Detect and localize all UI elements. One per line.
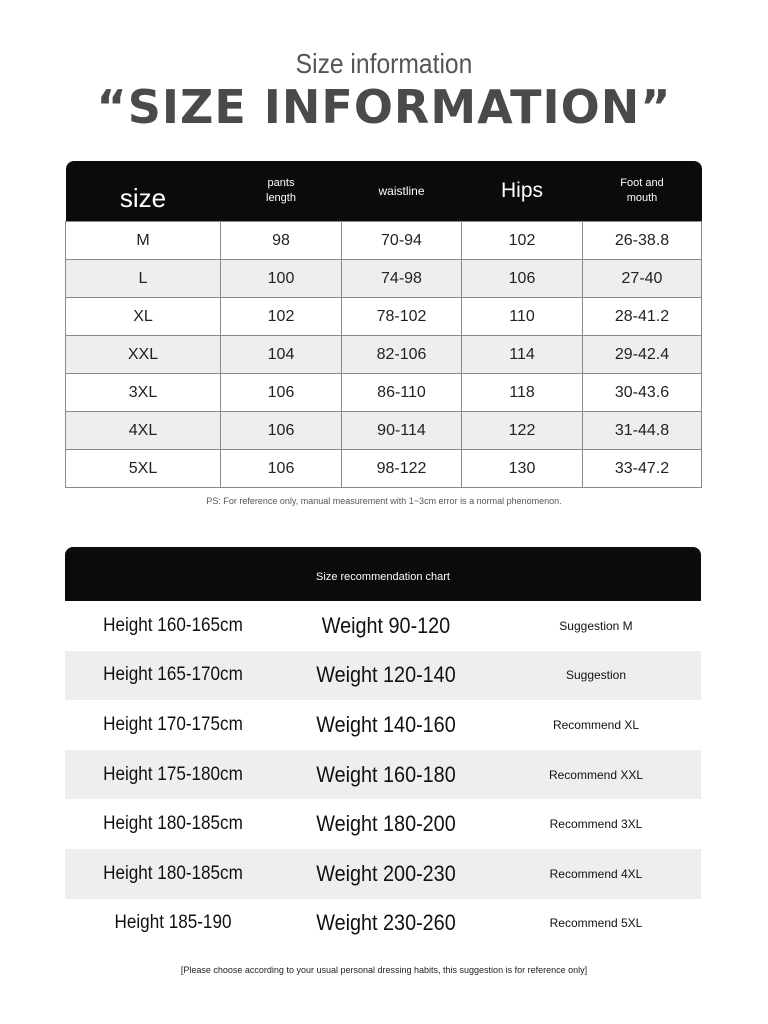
column-header-foot-mouth (583, 161, 702, 222)
table-cell: 102 (462, 222, 583, 260)
table-cell: 106 (221, 412, 342, 450)
size-table (65, 161, 702, 488)
weight-range: Weight 180-200 (316, 811, 456, 837)
table-cell: 26-38.8 (583, 222, 702, 260)
column-header-pants-length (221, 161, 342, 222)
size-suggestion: Recommend XXL (548, 767, 644, 782)
table-cell: 31-44.8 (583, 412, 702, 450)
recommendation-row (65, 899, 701, 949)
size-suggestion: Suggestion M (559, 618, 633, 633)
height-range: Height 180-185cm (103, 813, 243, 835)
table-cell: 28-41.2 (583, 298, 702, 336)
table-cell: 70-94 (342, 222, 462, 260)
table-row (66, 222, 702, 260)
table-cell: 122 (462, 412, 583, 450)
size-suggestion: Recommend 5XL (549, 916, 643, 931)
column-header-pants-length-text: pants length (266, 177, 296, 204)
recommendation-row (65, 849, 701, 899)
table-cell: 100 (221, 260, 342, 298)
column-header-foot-mouth-text: Foot and mouth (620, 177, 664, 204)
table-cell: 33-47.2 (583, 450, 702, 488)
table-row (66, 374, 702, 412)
height-range: Height 170-175cm (103, 713, 243, 735)
recommendation-row (65, 651, 701, 701)
column-header-size: size (66, 161, 221, 222)
table-cell: 114 (462, 336, 583, 374)
weight-range: Weight 200-230 (316, 860, 456, 886)
table-cell: 98 (221, 222, 342, 260)
table-cell: 29-42.4 (583, 336, 702, 374)
table-cell: 86-110 (342, 374, 462, 412)
table-cell: XL (66, 298, 221, 336)
table-cell: M (66, 222, 221, 260)
table-cell: 130 (462, 450, 583, 488)
table-cell: 104 (221, 336, 342, 374)
table-cell: 30-43.6 (583, 374, 702, 412)
recommendation-row (65, 799, 701, 849)
height-range: Height 165-170cm (103, 664, 243, 686)
table-cell: 98-122 (342, 450, 462, 488)
height-range: Height 185-190 (114, 912, 232, 934)
table-cell: 106 (462, 260, 583, 298)
recommendation-row (65, 700, 701, 750)
page-subtitle: Size information (295, 48, 473, 79)
weight-range: Weight 230-260 (316, 910, 456, 936)
recommendation-row (65, 750, 701, 800)
weight-range: Weight 90-120 (321, 612, 451, 638)
weight-range: Weight 120-140 (316, 662, 456, 688)
table-cell: 102 (221, 298, 342, 336)
table-row (66, 336, 702, 374)
table-cell: 118 (462, 374, 583, 412)
recommendation-title: Size recommendation chart (316, 571, 450, 583)
height-range: Height 160-165cm (103, 614, 243, 636)
table-cell: 106 (221, 374, 342, 412)
table-cell: 78-102 (342, 298, 462, 336)
table-cell: 3XL (66, 374, 221, 412)
size-suggestion: Recommend 3XL (549, 817, 643, 832)
table-cell: 5XL (66, 450, 221, 488)
table-row (66, 412, 702, 450)
height-range: Height 175-180cm (103, 763, 243, 785)
table-cell: 4XL (66, 412, 221, 450)
weight-range: Weight 140-160 (316, 711, 456, 737)
size-table-header-row (66, 161, 702, 222)
column-header-hips: Hips (462, 161, 583, 222)
table-row (66, 298, 702, 336)
table-cell: 74-98 (342, 260, 462, 298)
recommendation-row (65, 601, 701, 651)
size-suggestion: Recommend XL (552, 717, 640, 732)
footnote: [Please choose according to your usual personal dressing habits, this suggestion is for reference only] (180, 965, 588, 975)
size-suggestion: Suggestion (565, 668, 627, 683)
weight-range: Weight 160-180 (316, 761, 456, 787)
measurement-note: PS: For reference only, manual measurement with 1~3cm error is a normal phenomenon. (206, 496, 562, 506)
table-cell: L (66, 260, 221, 298)
table-cell: XXL (66, 336, 221, 374)
page-title: “SIZE INFORMATION” (96, 80, 672, 134)
size-suggestion: Recommend 4XL (549, 866, 643, 881)
table-row (66, 260, 702, 298)
table-cell: 90-114 (342, 412, 462, 450)
table-cell: 82-106 (342, 336, 462, 374)
recommendation-list (65, 601, 701, 948)
table-cell: 110 (462, 298, 583, 336)
height-range: Height 180-185cm (103, 862, 243, 884)
column-header-waistline: waistline (342, 161, 462, 222)
table-cell: 27-40 (583, 260, 702, 298)
table-cell: 106 (221, 450, 342, 488)
table-row (66, 450, 702, 488)
recommendation-header (65, 547, 701, 601)
